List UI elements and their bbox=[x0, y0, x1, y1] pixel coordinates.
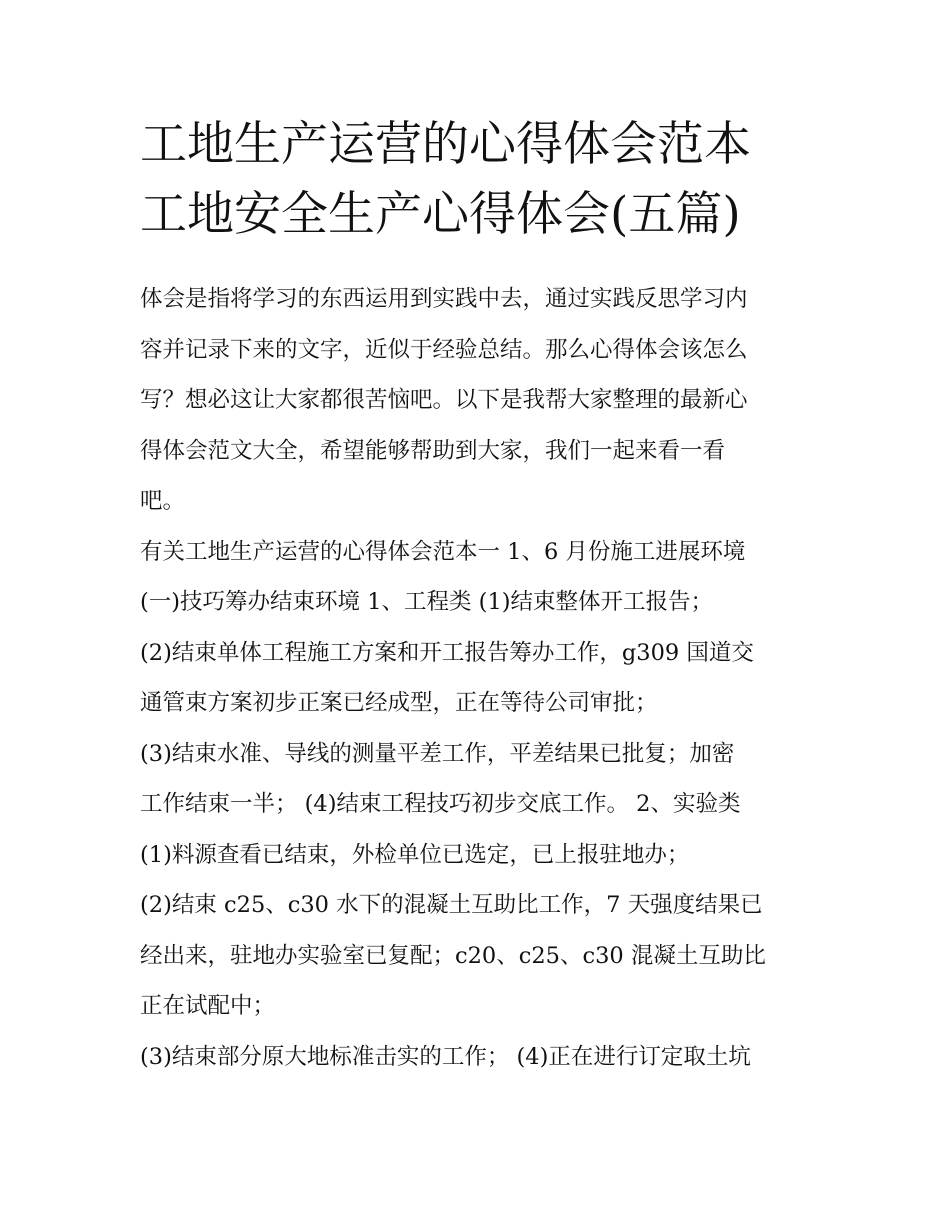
title-line-1: 工地生产运营的心得体会范本 bbox=[140, 117, 751, 172]
body-line: 得体会范文大全，希望能够帮助到大家，我们一起来看一看 bbox=[140, 437, 726, 464]
body-line: 体会是指将学习的东西运用到实践中去，通过实践反思学习内 bbox=[140, 286, 748, 312]
body-line: 吧。 bbox=[140, 488, 186, 514]
body-line: (2)结束 c25、c30 水下的混凝土互助比工作，7 天强度结果已 bbox=[140, 892, 763, 918]
body-line: (一)技巧筹办结束环境 1、工程类 (1)结束整体开工报告； bbox=[140, 589, 714, 615]
document-page bbox=[140, 110, 830, 1082]
body-line: 通管束方案初步正案已经成型，正在等待公司审批； bbox=[140, 690, 658, 716]
document-title bbox=[140, 110, 830, 250]
body-line: 有关工地生产运营的心得体会范本一 1、6 月份施工进展环境 bbox=[140, 538, 746, 565]
body-line: (3)结束水准、导线的测量平差工作，平差结果已批复；加密 bbox=[140, 740, 735, 767]
document-body bbox=[140, 274, 830, 1082]
body-line: (2)结束单体工程施工方案和开工报告筹办工作，g309 国道交 bbox=[140, 639, 754, 666]
body-line: 写？想必这让大家都很苦恼吧。以下是我帮大家整理的最新心 bbox=[140, 387, 748, 413]
body-line: 经出来，驻地办实验室已复配；c20、c25、c30 混凝土互助比 bbox=[140, 942, 766, 969]
body-line: (1)料源查看已结束，外检单位已选定，已上报驻地办； bbox=[140, 841, 690, 868]
title-line-2: 工地安全生产心得体会(五篇) bbox=[140, 187, 741, 242]
body-line: (3)结束部分原大地标准击实的工作； (4)正在进行订定取土坑 bbox=[140, 1043, 751, 1070]
body-line: 容并记录下来的文字，近似于经验总结。那么心得体会该怎么 bbox=[140, 336, 748, 363]
body-line: 正在试配中； bbox=[140, 993, 276, 1019]
body-line: 工作结束一半； (4)结束工程技巧初步交底工作。 2、实验类 bbox=[140, 791, 741, 817]
